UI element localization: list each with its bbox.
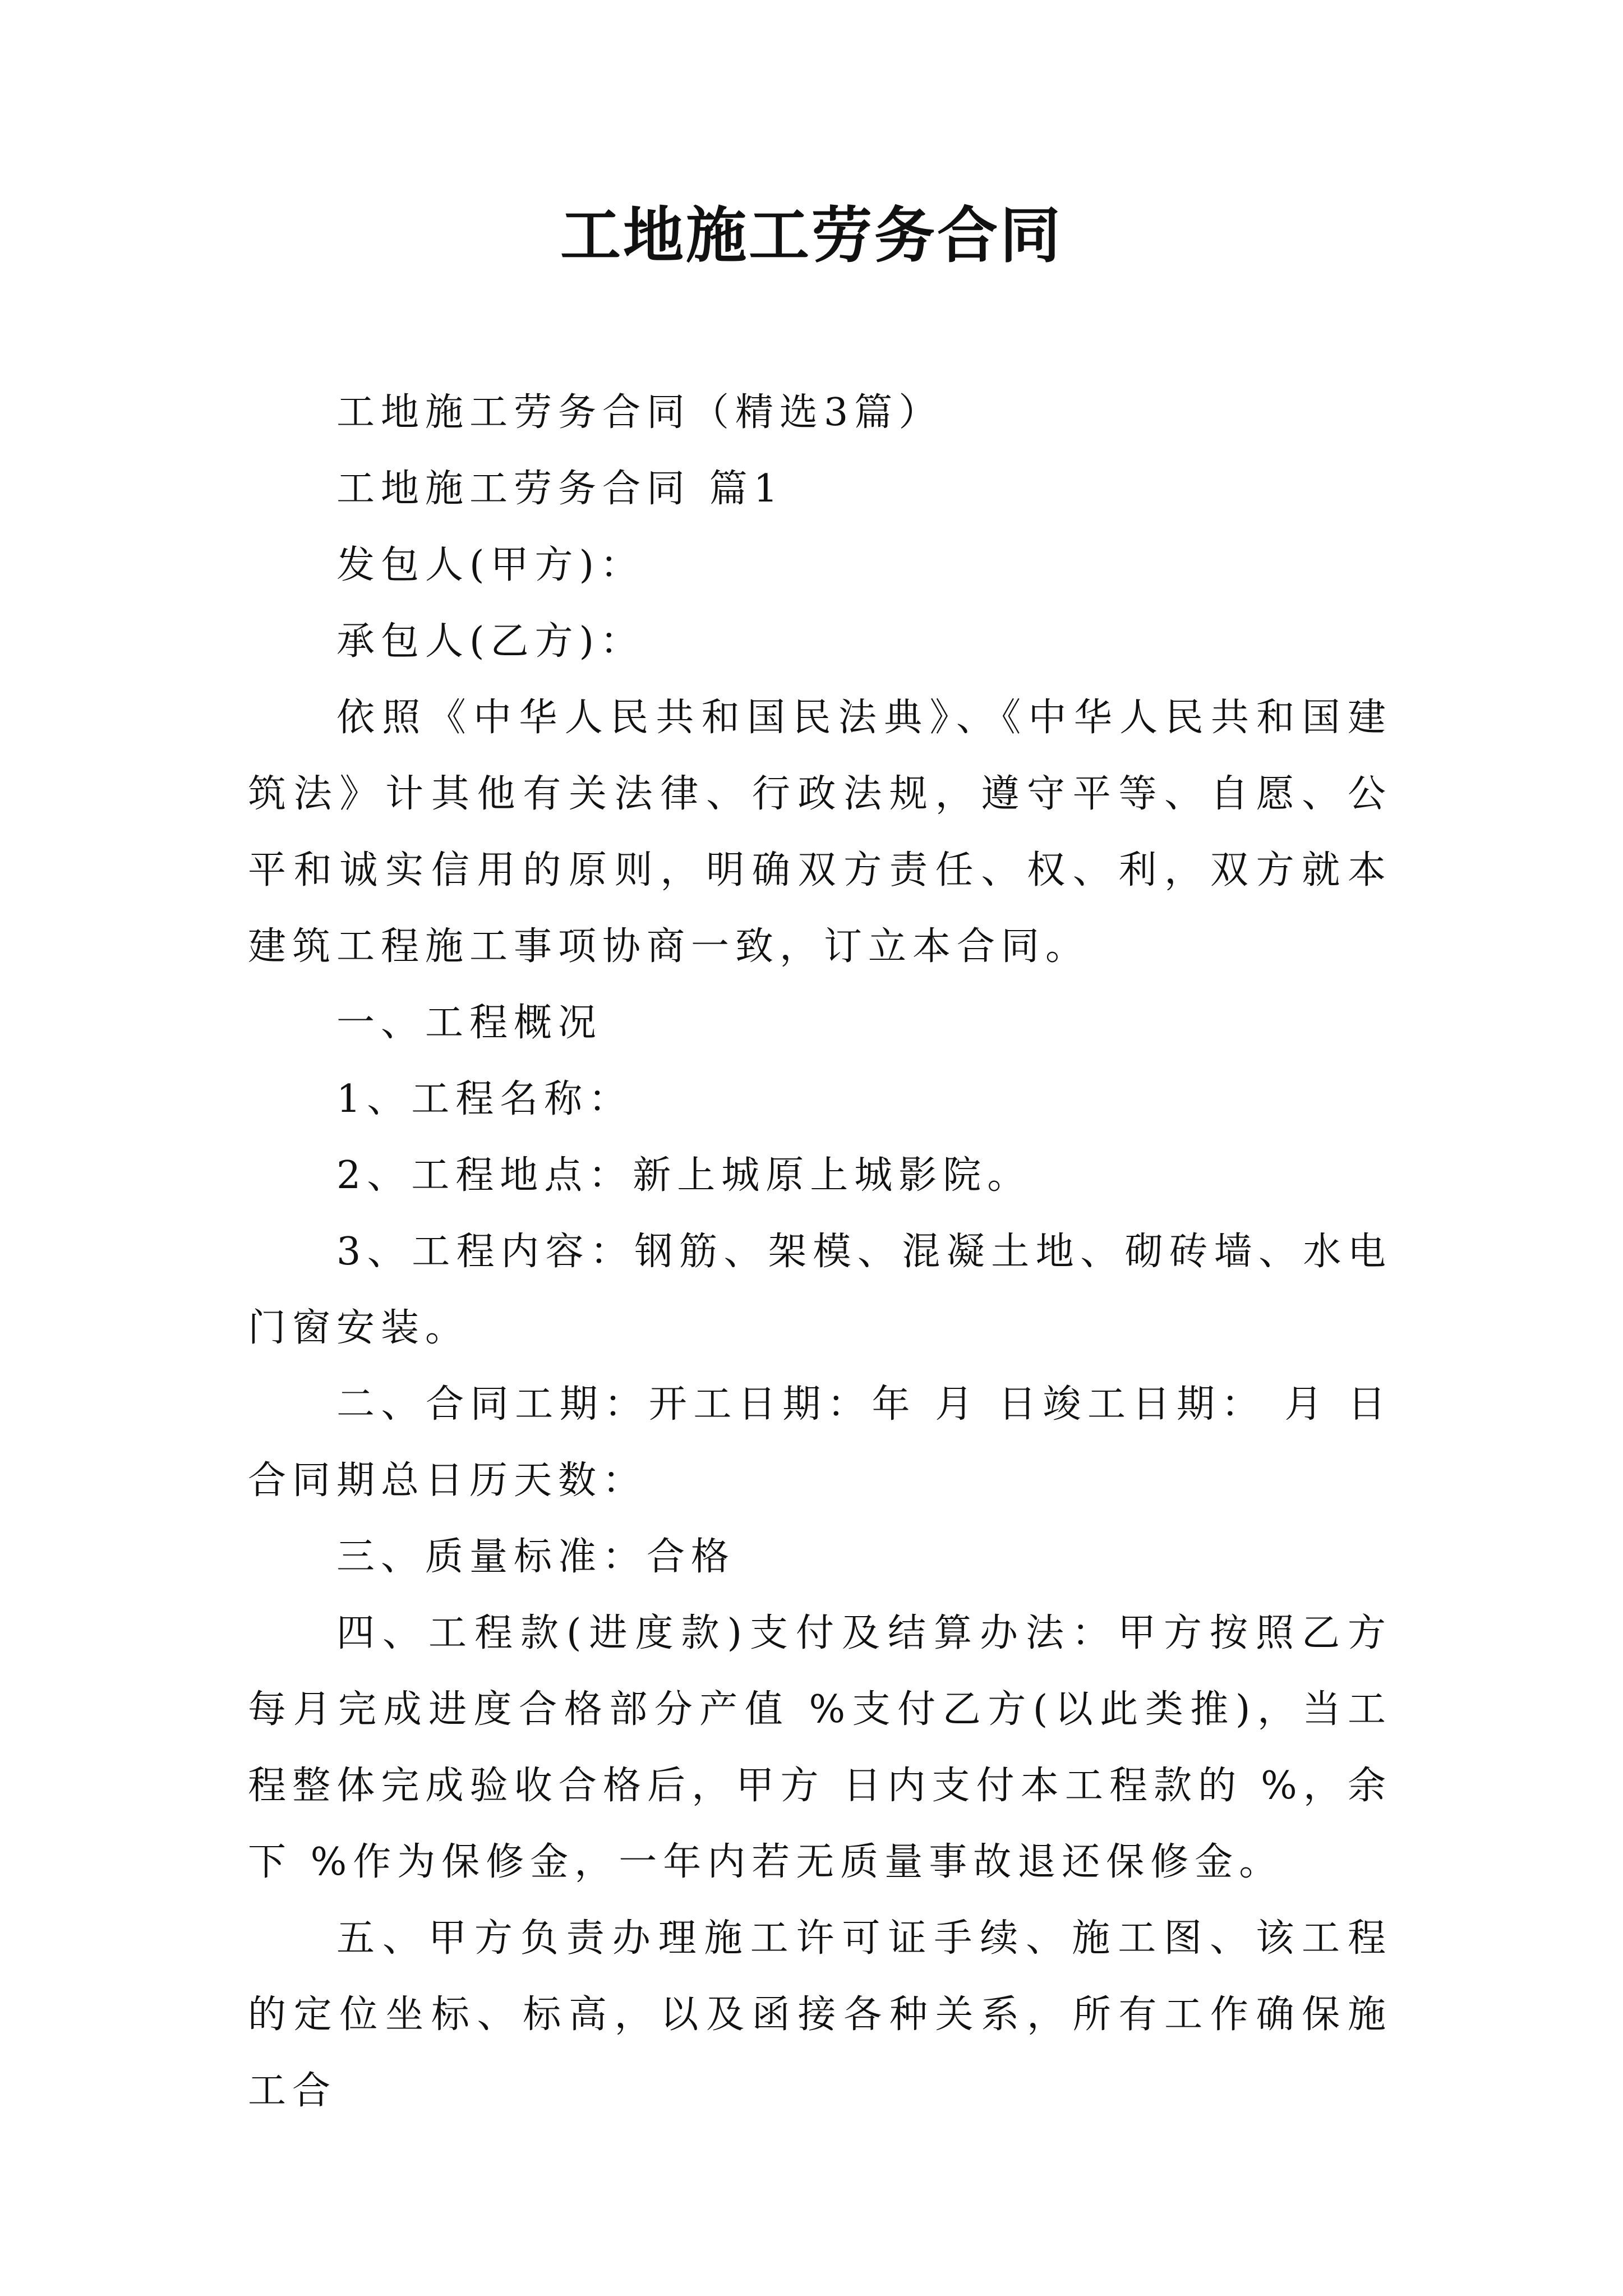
paragraph-project-name: 1、工程名称： xyxy=(336,1077,633,1121)
paragraph-party-a: 发包人(甲方)： xyxy=(336,543,645,587)
paragraph-party-a-duties: 五、甲方负责办理施工许可证手续、施工图、该工程的定位坐标、标高，以及函接各种关系，所有工作确保施工合 xyxy=(248,1916,1392,2113)
paragraph-project-location: 2、工程地点：新上城原上城影院。 xyxy=(336,1153,1032,1198)
paragraph-quality-standard: 三、质量标准：合格 xyxy=(336,1535,736,1579)
paragraph-project-content: 3、工程内容：钢筋、架模、混凝土地、砌砖墙、水电门窗安装。 xyxy=(248,1230,1392,1350)
document-body xyxy=(248,375,1392,2129)
paragraph-part-heading: 工地施工劳务合同 篇1 xyxy=(336,467,784,511)
paragraph-section-1-heading: 一、工程概况 xyxy=(336,1001,603,1045)
paragraph-contract-period: 二、合同工期：开工日期：年 月 日竣工日期： 月 日合同期总日历天数： xyxy=(248,1382,1392,1503)
paragraph-subtitle: 工地施工劳务合同（精选3篇） xyxy=(336,390,943,435)
paragraph-payment-terms: 四、工程款(进度款)支付及结算办法：甲方按照乙方每月完成进度合格部分产值 %支付乙方(以此类推)，当工程整体完成验收合格后，甲方 日内支付本工程款的 %，余下 %作为保修金，一年内若无质量事故退还保修金。 xyxy=(248,1611,1392,1884)
document-title: 工地施工劳务合同 xyxy=(560,200,1063,271)
paragraph-preamble: 依照《中华人民共和国民法典》、《中华人民共和国建筑法》计其他有关法律、行政法规，遵守平等、自愿、公平和诚实信用的原则，明确双方责任、权、利，双方就本建筑工程施工事项协商一致，订立本合同。 xyxy=(248,696,1392,969)
paragraph-party-b: 承包人(乙方)： xyxy=(336,619,645,664)
